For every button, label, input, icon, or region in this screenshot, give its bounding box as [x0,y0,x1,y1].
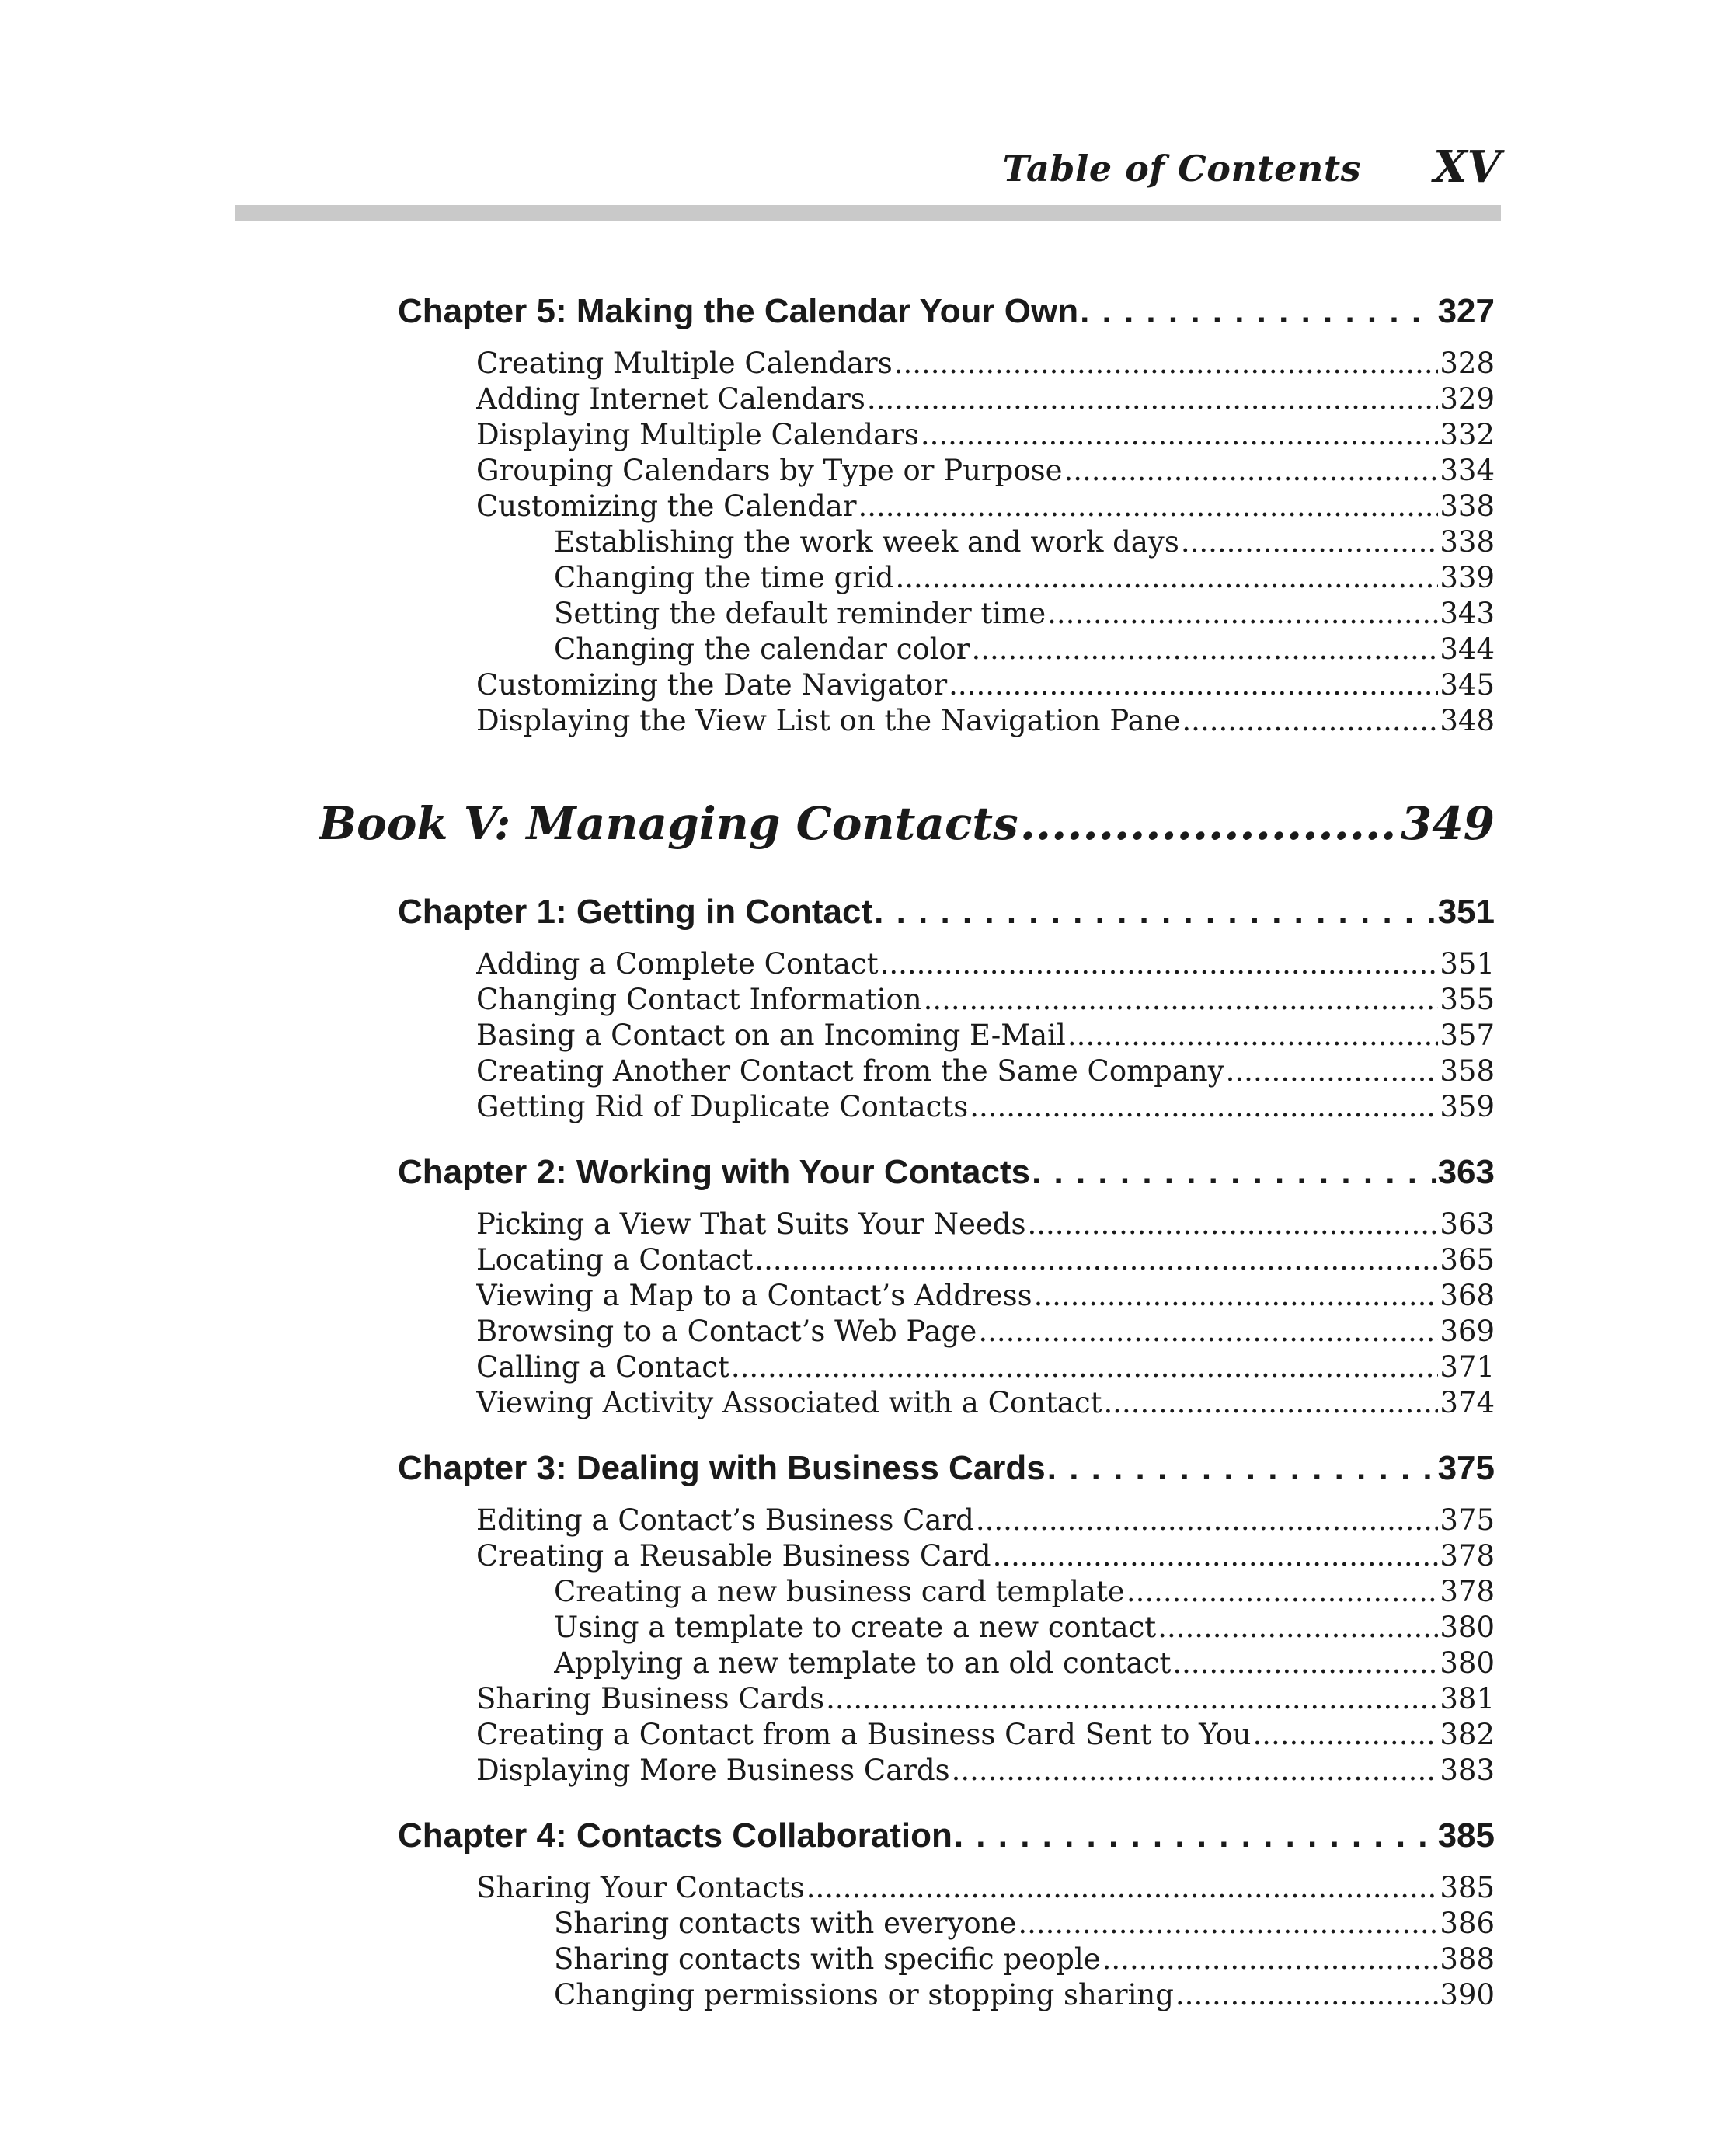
entry-title: Displaying Multiple Calendars [476,418,919,451]
dot-leader [880,946,1439,982]
dot-leader [1020,794,1399,853]
dot-leader [1080,289,1436,334]
toc-subentry[interactable] [554,560,1495,596]
toc-subentry[interactable] [554,1977,1495,2013]
entry-page: 328 [1440,347,1495,380]
dot-leader [874,890,1436,935]
toc-entry[interactable] [476,1503,1495,1538]
entry-title: Sharing Your Contacts [476,1871,805,1904]
running-head [235,138,1501,200]
entry-title: Changing the calendar color [554,632,970,666]
entry-page: 363 [1440,1207,1495,1241]
toc-subentry[interactable] [554,1574,1495,1610]
dot-leader [1172,1646,1438,1681]
toc-entry[interactable] [476,1207,1495,1242]
dot-leader [1182,703,1438,739]
dot-leader [1034,1278,1439,1314]
book-heading[interactable] [319,794,1495,853]
running-head-title: Table of Contents [1002,148,1361,190]
entry-page: 381 [1440,1682,1495,1715]
dot-leader [1032,1150,1436,1195]
dot-leader [921,417,1439,453]
entry-title: Getting Rid of Duplicate Contacts [476,1090,969,1123]
dot-leader [1018,1906,1438,1942]
toc-entry[interactable] [476,1681,1495,1717]
chapter-page: 327 [1437,292,1495,330]
entry-page: 385 [1440,1871,1495,1904]
entry-title: Establishing the work week and work days [554,525,1179,559]
chapter-title: Chapter 1: Getting in Contact [398,893,873,931]
toc-entry[interactable] [476,1350,1495,1385]
toc-entry[interactable] [476,1385,1495,1421]
toc-entry[interactable] [476,1054,1495,1089]
dot-leader [1027,1207,1438,1242]
toc-entry[interactable] [476,703,1495,739]
entry-title: Creating a new business card template [554,1575,1125,1608]
toc-entry[interactable] [476,1870,1495,1906]
entry-title: Creating Multiple Calendars [476,347,893,380]
toc-entry[interactable] [476,1314,1495,1350]
entry-page: 390 [1440,1978,1495,2011]
chapter-page: 363 [1437,1153,1495,1191]
entry-title: Grouping Calendars by Type or Purpose [476,454,1063,487]
entry-title: Changing permissions or stopping sharing [554,1978,1174,2011]
toc-entry[interactable] [476,667,1495,703]
entry-title: Picking a View That Suits Your Needs [476,1207,1026,1241]
entry-page: 369 [1440,1315,1495,1348]
dot-leader [754,1242,1438,1278]
dot-leader [970,1089,1438,1125]
toc-entry[interactable] [476,1538,1495,1574]
entry-page: 383 [1440,1754,1495,1787]
entry-page: 345 [1440,668,1495,702]
entry-page: 358 [1440,1054,1495,1088]
entry-title: Changing Contact Information [476,983,922,1016]
dot-leader [993,1538,1439,1574]
entry-page: 355 [1440,983,1495,1016]
toc-entry[interactable] [476,489,1495,524]
dot-leader [1181,524,1439,560]
dot-leader [954,1813,1436,1858]
entry-page: 338 [1440,525,1495,559]
chapter-page: 385 [1437,1816,1495,1855]
chapter-page: 351 [1437,893,1495,931]
book-page: 349 [1400,797,1495,850]
entry-page: 338 [1440,489,1495,523]
running-head-page-number: XV [1433,141,1501,193]
entry-title: Using a template to create a new contact [554,1611,1157,1644]
entry-page: 382 [1440,1718,1495,1751]
toc-entry[interactable] [476,982,1495,1018]
entry-title: Displaying More Business Cards [476,1754,950,1787]
dot-leader [858,489,1439,524]
dot-leader [1126,1574,1439,1610]
entry-title: Changing the time grid [554,561,894,594]
dot-leader [1104,1385,1439,1421]
book-title: Book V: Managing Contacts [319,797,1018,850]
dot-leader [731,1350,1438,1385]
entry-title: Viewing Activity Associated with a Contact [476,1386,1102,1419]
entry-page: 368 [1440,1279,1495,1312]
chapter-heading[interactable] [398,1150,1495,1195]
dot-leader [924,982,1439,1018]
entry-title: Setting the default reminder time [554,597,1046,630]
toc-entry[interactable] [476,1278,1495,1314]
entry-page: 339 [1440,561,1495,594]
toc-entry[interactable] [476,1717,1495,1753]
entry-title: Creating a Reusable Business Card [476,1539,991,1573]
entry-title: Sharing contacts with specific people [554,1942,1101,1976]
entry-title: Creating a Contact from a Business Card Sent to You [476,1718,1252,1751]
entry-page: 365 [1440,1243,1495,1277]
entry-page: 351 [1440,947,1495,980]
entry-title: Sharing contacts with everyone [554,1907,1017,1940]
header-rule [235,205,1501,221]
entry-title: Creating Another Contact from the Same Company [476,1054,1224,1088]
dot-leader [806,1870,1439,1906]
toc-subentry[interactable] [554,596,1495,632]
entry-title: Adding a Complete Contact [476,947,879,980]
toc-subentry[interactable] [554,632,1495,667]
dot-leader [1253,1717,1439,1753]
chapter-heading[interactable] [398,1446,1495,1491]
dot-leader [1226,1054,1439,1089]
dot-leader [826,1681,1438,1717]
dot-leader [1158,1610,1438,1646]
dot-leader [978,1314,1438,1350]
entry-title: Adding Internet Calendars [476,382,865,416]
dot-leader [1102,1942,1439,1977]
entry-page: 388 [1440,1942,1495,1976]
entry-title: Customizing the Date Navigator [476,668,948,702]
chapter-title: Chapter 5: Making the Calendar Your Own [398,292,1079,330]
entry-page: 371 [1440,1350,1495,1384]
entry-title: Locating a Contact [476,1243,754,1277]
dot-leader [1175,1977,1438,2013]
chapter-title: Chapter 4: Contacts Collaboration [398,1816,952,1855]
entry-page: 386 [1440,1907,1495,1940]
toc-entry[interactable] [476,453,1495,489]
dot-leader [1047,596,1438,632]
chapter-title: Chapter 2: Working with Your Contacts [398,1153,1031,1191]
dot-leader [976,1503,1439,1538]
dot-leader [896,560,1439,596]
dot-leader [952,1753,1439,1789]
toc-subentry[interactable] [554,1610,1495,1646]
toc-subentry[interactable] [554,1906,1495,1942]
dot-leader [1047,1446,1436,1491]
toc-entry[interactable] [476,946,1495,982]
entry-page: 332 [1440,418,1495,451]
toc-entry[interactable] [476,346,1495,381]
entry-page: 378 [1440,1575,1495,1608]
entry-title: Applying a new template to an old contact [554,1646,1172,1680]
toc-entry[interactable] [476,1242,1495,1278]
chapter-page: 375 [1437,1449,1495,1487]
entry-page: 380 [1440,1611,1495,1644]
dot-leader [1067,1018,1439,1054]
entry-title: Viewing a Map to a Contact’s Address [476,1279,1032,1312]
entry-page: 343 [1440,597,1495,630]
toc-entry[interactable] [476,417,1495,453]
toc-entry[interactable] [476,1018,1495,1054]
entry-title: Calling a Contact [476,1350,729,1384]
toc-entry[interactable] [476,1753,1495,1789]
dot-leader [894,346,1439,381]
chapter-title: Chapter 3: Dealing with Business Cards [398,1449,1046,1487]
entry-page: 334 [1440,454,1495,487]
entry-title: Sharing Business Cards [476,1682,825,1715]
dot-leader [972,632,1439,667]
toc-subentry[interactable] [554,1942,1495,1977]
entry-page: 357 [1440,1019,1495,1052]
entry-page: 375 [1440,1503,1495,1537]
dot-leader [949,667,1438,703]
entry-page: 348 [1440,704,1495,737]
entry-title: Basing a Contact on an Incoming E-Mail [476,1019,1066,1052]
toc-subentry[interactable] [554,524,1495,560]
entry-page: 380 [1440,1646,1495,1680]
entry-page: 344 [1440,632,1495,666]
entry-title: Customizing the Calendar [476,489,857,523]
dot-leader [1064,453,1439,489]
chapter-heading[interactable] [398,1813,1495,1858]
chapter-heading[interactable] [398,890,1495,935]
entry-page: 378 [1440,1539,1495,1573]
entry-page: 374 [1440,1386,1495,1419]
entry-page: 359 [1440,1090,1495,1123]
toc-entry[interactable] [476,381,1495,417]
dot-leader [867,381,1439,417]
entry-title: Browsing to a Contact’s Web Page [476,1315,977,1348]
entry-title: Editing a Contact’s Business Card [476,1503,974,1537]
toc-subentry[interactable] [554,1646,1495,1681]
entry-title: Displaying the View List on the Navigation Pane [476,704,1181,737]
entry-page: 329 [1440,382,1495,416]
chapter-heading[interactable] [398,289,1495,334]
toc-entry[interactable] [476,1089,1495,1125]
